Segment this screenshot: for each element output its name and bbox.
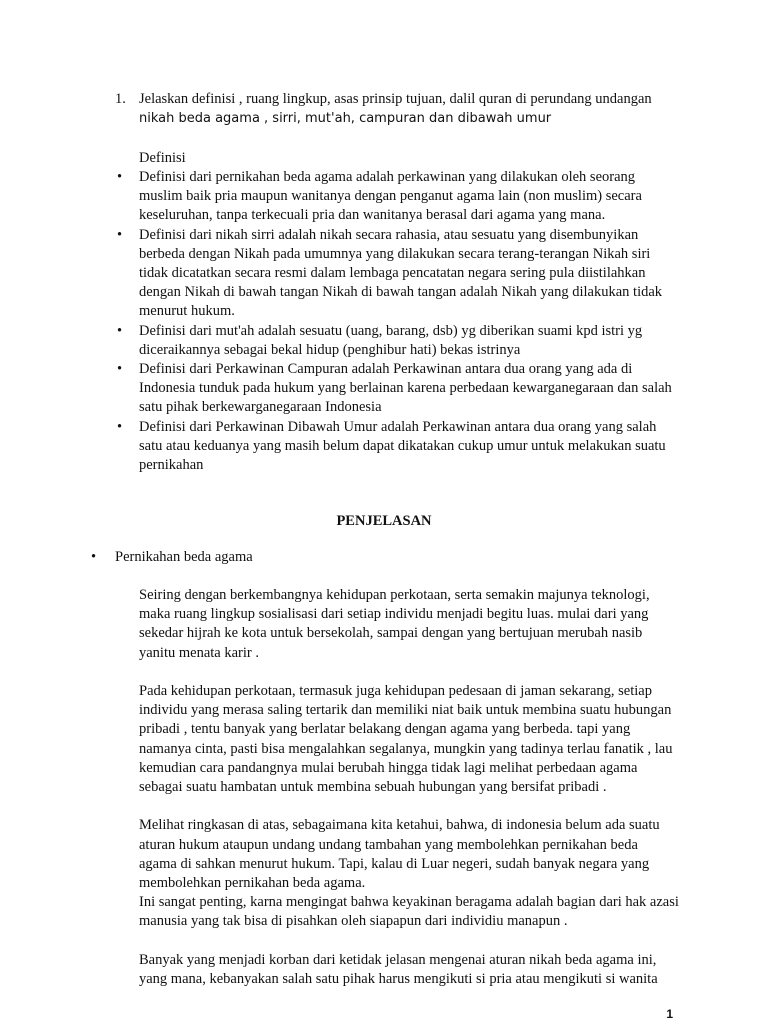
paragraph: Pada kehidupan perkotaan, termasuk juga kehidupan pedesaan di jaman sekarang, setiap individu yang merasa saling tertarik dan memiliki niat baik untuk membina suatu hubungan pribadi , tentu banyak yang berlatar belakang dengan agama yang berbeda. tapi yang namanya cinta, pasti bisa mengalahkan segalanya, mungkin yang tadinya terlau fanatik , lau kemudian cara pandangnya mulai berubah hingga tidak lagi melihat perbedaan agama sebagai suatu hambatan untuk membina sebuah hubungan yang bersifat pribadi . [139,683,673,796]
subsection-title: Pernikahan beda agama [115,549,253,565]
definition-item [117,360,679,418]
bullet-icon: • [117,322,123,339]
paragraph: Ini sangat penting, karna mengingat bahwa keyakinan beragama adalah bagian dari hak azasi manusia yang tak bisa di pisahkan oleh siapapun dari individiu manapun . [139,894,679,930]
bullet-icon: • [117,169,123,185]
body-paragraphs [139,586,679,1008]
section-title: PENJELASAN [336,513,432,529]
question-number: 1. [115,91,126,107]
definition-text: Definisi dari nikah sirri adalah nikah secara rahasia, atau sesuatu yang disembunyikan berbeda dengan Nikah pada umumnya yang dilakukan secara terang-terangan Nikah siri tidak dicatatkan secara resmi dalam lembaga pencatatan negara sering pula diistilahkan dengan Nikah di bawah tangan Nikah di bawah tangan adalah Nikah yang dilakukan tidak menurut hukum. [139,226,663,320]
definition-item [117,418,679,476]
bullet-icon: • [117,361,123,378]
definition-text: Definisi dari mut'ah adalah sesuatu (uang, barang, dsb) yg diberikan suami kpd istri yg diceraikannya sebagai bekal hidup (penghibur hati) bekas istrinya [139,322,643,358]
definition-text: Definisi dari Perkawinan Campuran adalah Perkawinan antara dua orang yang ada di Indonesia tunduk pada hukum yang berlainan karena perbedaan kewarganegaraan dan salah satu pihak berkewarganegaraan Indonesia [139,361,672,416]
definisi-heading: Definisi [139,150,186,166]
question-line-1: Jelaskan definisi , ruang lingkup, asas prinsip tujuan, dalil quran di perundang undangan [139,91,652,107]
definition-text: Definisi dari Perkawinan Dibawah Umur adalah Perkawinan antara dua orang yang salah satu atau keduanya yang masih belum dapat dikatakan cukup umur untuk melakukan suatu pernikahan [139,418,666,474]
bullet-icon: • [117,226,123,243]
paragraph: Melihat ringkasan di atas, sebagaimana kita ketahui, bahwa, di indonesia belum ada suatu aturan hukum ataupun undang undang tambahan yang membolehkan pernikahan beda agama di sahkan menurut hukum. Tapi, kalau di Luar negeri, sudah banyak negara yang membolehkan pernikahan beda agama. [139,817,660,892]
bullet-icon: • [117,418,123,435]
question-item [115,90,675,128]
definition-text: Definisi dari pernikahan beda agama adalah perkawinan yang dilakukan oleh seorang muslim baik pria maupun wanitanya dengan penganut agama lain (non muslim) secara keseluruhan, tanpa terkecuali pria dan wanitanya berasal dari agama yang mana. [139,169,642,224]
definition-list [117,168,679,475]
subsection-item [91,548,253,567]
paragraph: Seiring dengan berkembangnya kehidupan perkotaan, serta semakin majunya teknologi, maka ruang lingkup sosialisasi dari setiap individu menjadi begitu luas. mulai dari yang sekedar hijrah ke kota untuk bersekolah, sampai dengan yang bertujuan merubah nasib yanitu menata karir . [139,587,650,661]
page-number: 1 [666,1007,673,1021]
definition-item [117,226,679,322]
bullet-icon: • [91,549,97,565]
definition-item [117,168,679,226]
question-text [139,90,675,128]
definition-item [117,322,679,360]
question-line-2: nikah beda agama , sirri, mut'ah, campuran dan dibawah umur [139,111,552,127]
paragraph: Banyak yang menjadi korban dari ketidak jelasan mengenai aturan nikah beda agama ini, yang mana, kebanyakan salah satu pihak harus mengikuti si pria atau mengikuti si wanita [139,951,658,988]
